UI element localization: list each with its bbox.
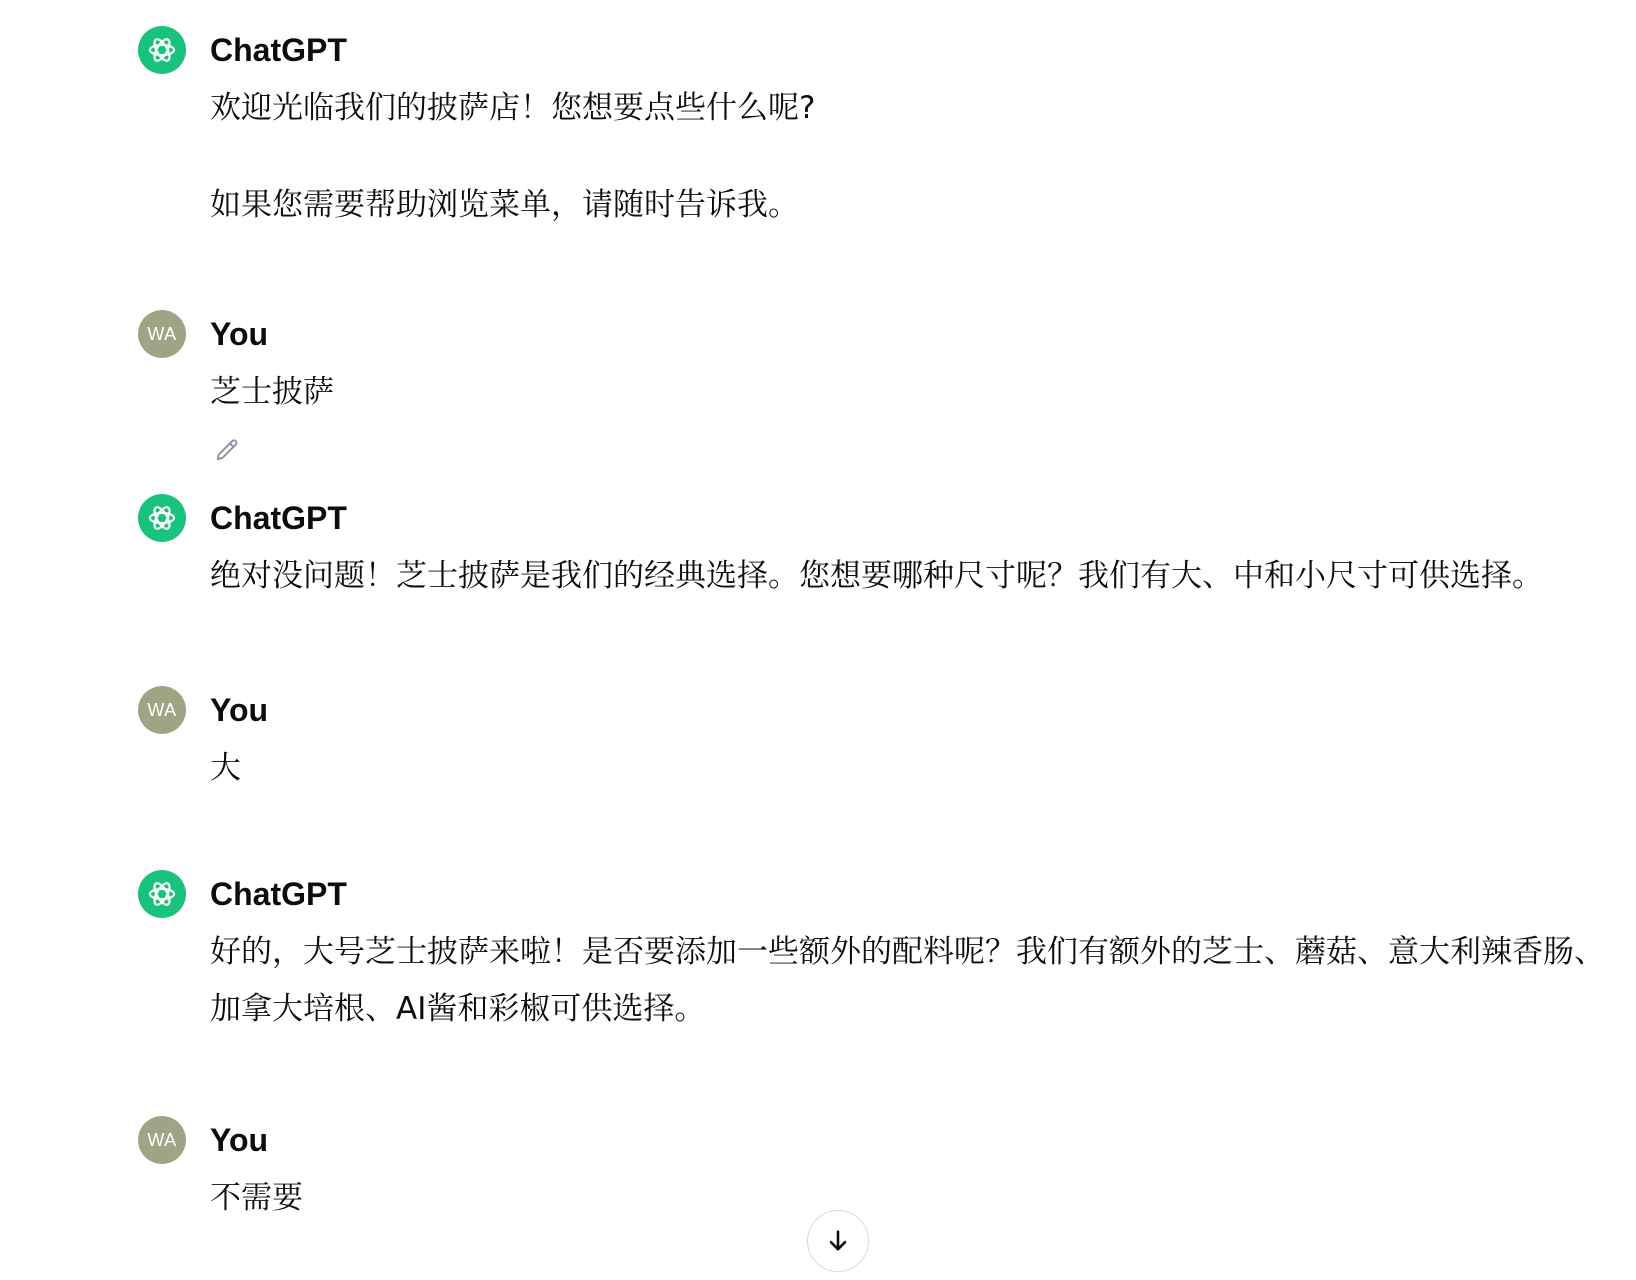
message-text [210, 80, 1610, 234]
message-author: You [210, 1122, 269, 1158]
arrow-down-icon [824, 1227, 852, 1255]
message-author: You [210, 692, 269, 728]
pencil-icon [213, 437, 241, 465]
openai-logo-icon [138, 870, 186, 918]
user-avatar: WA [138, 1116, 186, 1164]
message-text [210, 924, 1610, 1038]
message-paragraph: 好的，大号芝士披萨来啦！是否要添加一些额外的配料呢？我们有额外的芝士、蘑菇、意大利辣香肠、加拿大培根、AI酱和彩椒可供选择。 [210, 934, 1605, 1027]
user-avatar: WA [138, 686, 186, 734]
message-paragraph: 大 [210, 750, 241, 786]
message-text [210, 1170, 1610, 1227]
message-author: ChatGPT [210, 32, 347, 68]
openai-logo-icon [138, 26, 186, 74]
message-paragraph: 如果您需要帮助浏览菜单，请随时告诉我。 [210, 187, 799, 223]
message-paragraph: 芝士披萨 [210, 374, 334, 410]
user-avatar: WA [138, 310, 186, 358]
message-paragraph: 绝对没问题！芝士披萨是我们的经典选择。您想要哪种尺寸呢？我们有大、中和小尺寸可供选择。 [210, 558, 1543, 594]
message-paragraph: 欢迎光临我们的披萨店！您想要点些什么呢? [210, 90, 816, 126]
edit-message-button[interactable] [210, 434, 244, 468]
message-text [210, 548, 1610, 605]
message-text [210, 740, 1610, 797]
message-author: ChatGPT [210, 500, 347, 536]
message-paragraph: 不需要 [210, 1180, 303, 1216]
openai-logo-icon [138, 494, 186, 542]
scroll-to-bottom-button[interactable] [807, 1210, 869, 1272]
message-author: You [210, 316, 269, 352]
message-author: ChatGPT [210, 876, 347, 912]
message-text [210, 364, 1610, 421]
